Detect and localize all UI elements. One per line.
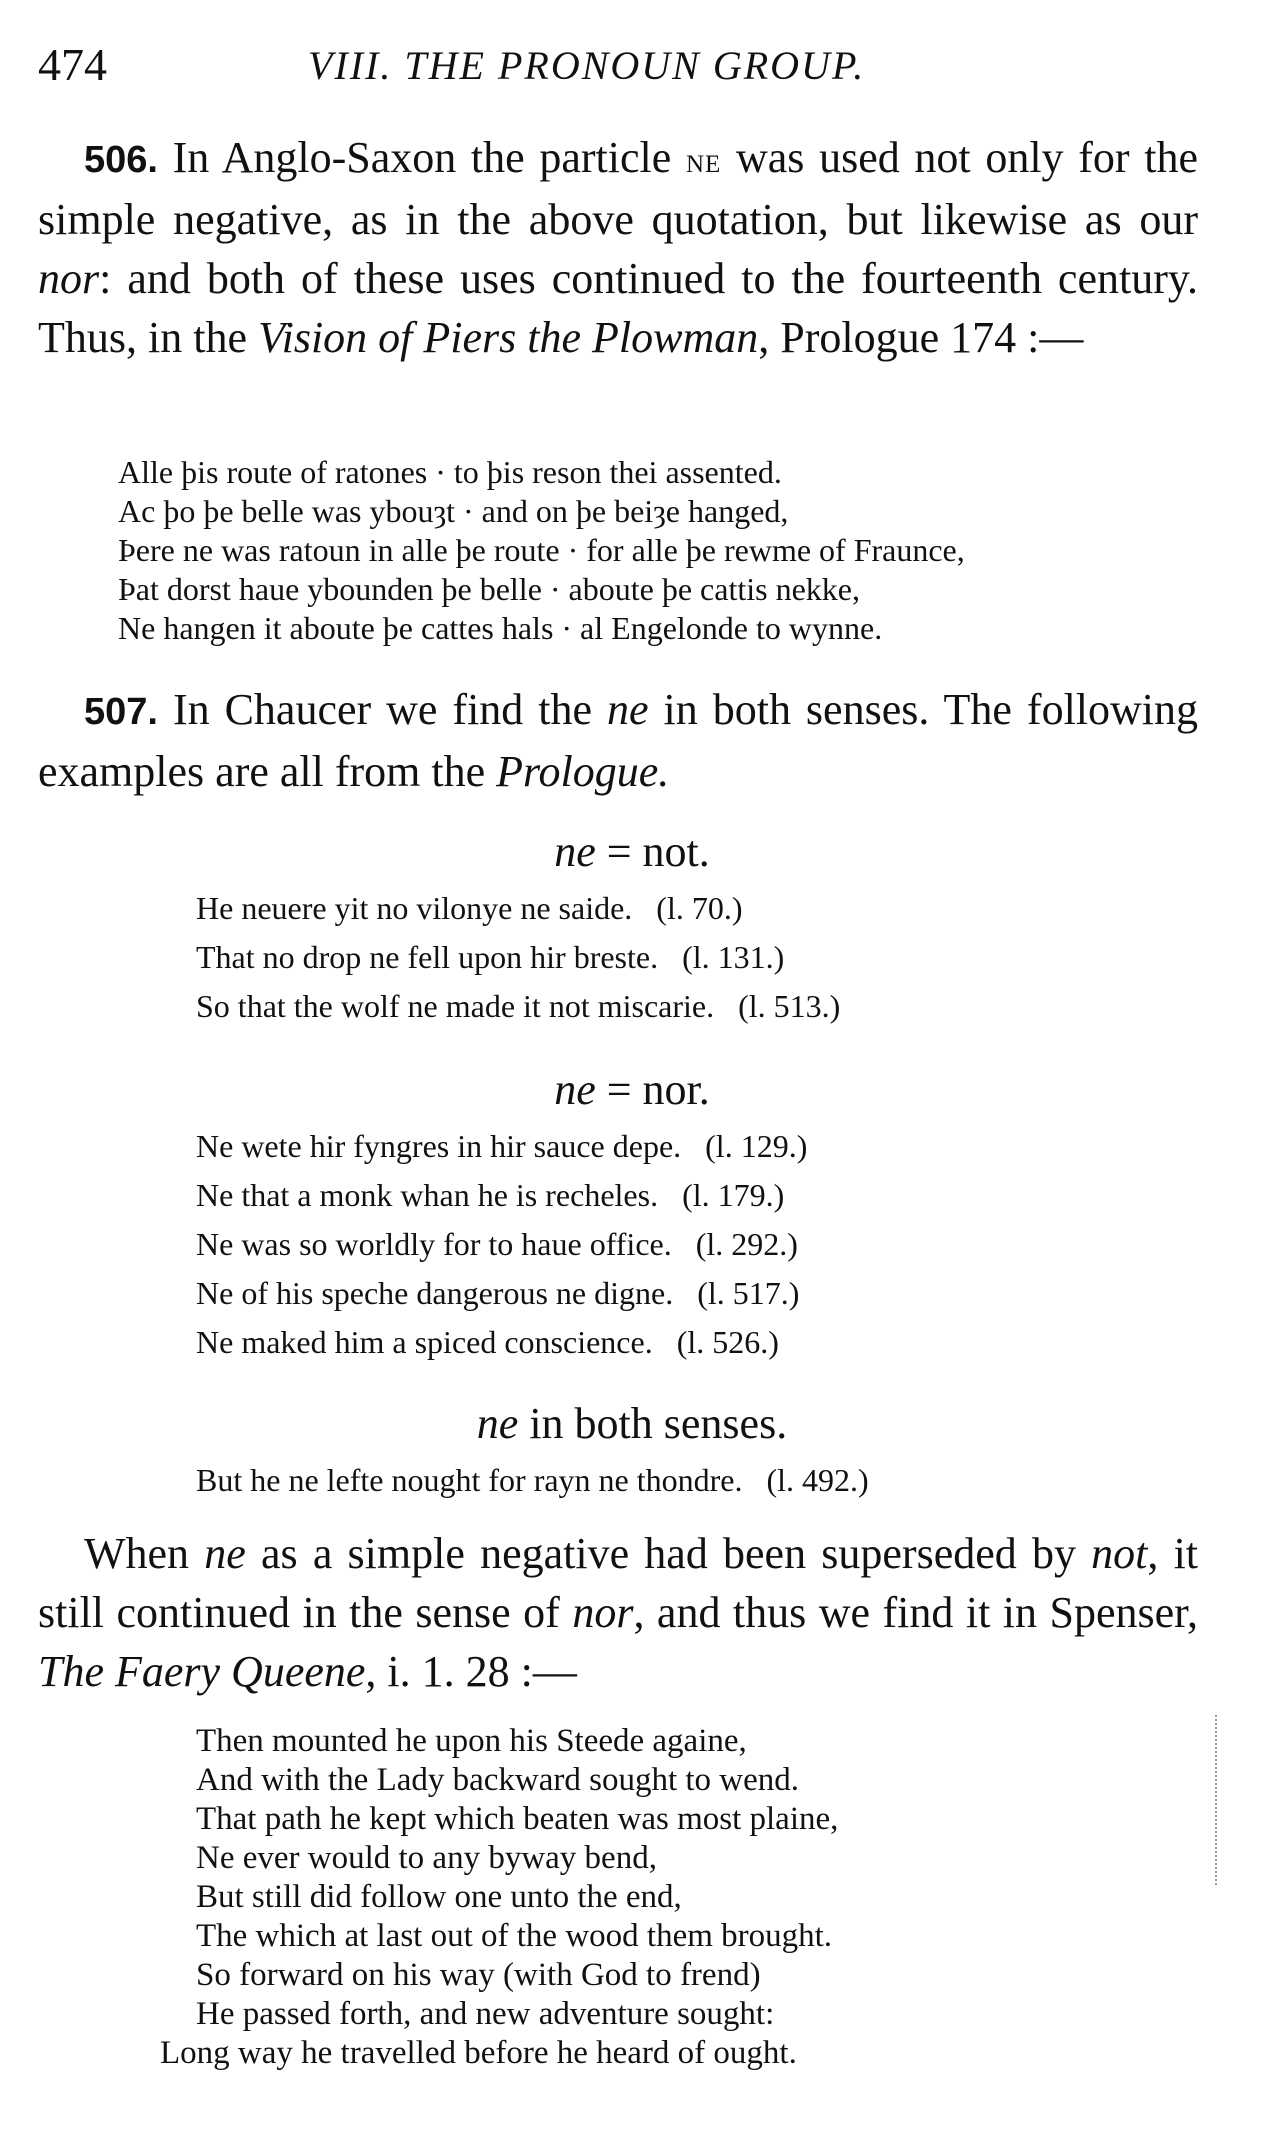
page-header (38, 38, 1198, 98)
piers-quotation (118, 453, 965, 648)
section-507 (38, 680, 1198, 801)
word-ne: ne (204, 1529, 246, 1578)
verse-line: Ne hangen it aboute þe cattes hals · al Engelonde to wynne. (118, 610, 883, 646)
example-line: Ne that a monk whan he is recheles. (l. 179.) (196, 1177, 785, 1213)
verse-line: He passed forth, and new adventure sought: (196, 1996, 775, 2032)
section-506-text: 506. In Anglo-Saxon the particle ne was used not only for the simple negative, as in the above quotation, but likewise as our nor: and both of these uses continued to the fourteenth century. Thus, in the Vision of Piers the Plowman, Prologue 174 :— (38, 133, 1198, 362)
word-ne: ne (607, 685, 649, 734)
particle-ne: ne (685, 140, 722, 180)
examples-ne-nor (196, 1122, 807, 1367)
verse-line: The which at last out of the wood them brought. (196, 1918, 833, 1954)
page-number: 474 (38, 39, 107, 90)
margin-marks (1215, 1715, 1219, 1885)
heading-ne-not: ne = not. (554, 827, 710, 876)
verse-line: Then mounted he upon his Steede againe, (196, 1723, 747, 1759)
verse-line: Þere ne was ratoun in alle þe route · for alle þe rewme of Fraunce, (118, 532, 965, 568)
example-line: That no drop ne fell upon hir breste. (l. 131.) (196, 939, 785, 975)
heading-ne-both: ne in both senses. (476, 1399, 788, 1448)
example-line: Ne wete hir fyngres in hir sauce depe. (l. 129.) (196, 1128, 808, 1164)
example-line: Ne was so worldly for to haue office. (l. 292.) (196, 1226, 798, 1262)
example-line: So that the wolf ne made it not miscarie. (l. 513.) (196, 988, 841, 1024)
examples-ne-both (196, 1456, 869, 1505)
spenser-quotation (160, 1722, 839, 2073)
section-506 (38, 128, 1198, 367)
spenser-paragraph-text: When ne as a simple negative had been superseded by not, it still continued in the sense of nor, and thus we find it in Spenser, The Faery Queene, i. 1. 28 :— (38, 1529, 1199, 1696)
verse-line: And with the Lady backward sought to wend. (196, 1762, 800, 1798)
verse-line: That path he kept which beaten was most plaine, (196, 1801, 839, 1837)
work-title: Prologue. (496, 747, 670, 796)
word-nor: nor (572, 1588, 634, 1637)
running-title: VIII. THE PRONOUN GROUP. (308, 43, 866, 88)
verse-line: Alle þis route of ratones · to þis reson thei assented. (118, 454, 782, 490)
example-line: But he ne lefte nought for rayn ne thondre. (l. 492.) (196, 1462, 869, 1498)
verse-line: But still did follow one unto the end, (196, 1879, 682, 1915)
section-507-text: 507. In Chaucer we find the ne in both senses. The following examples are all from the Prologue. (38, 685, 1199, 796)
verse-line: Ne ever would to any byway bend, (196, 1840, 657, 1876)
example-line: He neuere yit no vilonye ne saide. (l. 70.) (196, 890, 743, 926)
examples-ne-not (196, 884, 840, 1031)
word-not: not (1091, 1529, 1148, 1578)
work-title: Vision of Piers the Plowman (257, 313, 759, 362)
word-nor: nor (38, 254, 100, 303)
verse-line: So forward on his way (with God to frend) (196, 1957, 761, 1993)
work-title: The Faery Queene (38, 1647, 366, 1696)
example-line: Ne maked him a spiced conscience. (l. 526.) (196, 1324, 779, 1360)
spenser-paragraph (38, 1524, 1198, 1701)
verse-line: Ac þo þe belle was ybouȝt · and on þe beiȝe hanged, (118, 493, 789, 529)
heading-ne-nor: ne = nor. (554, 1065, 710, 1114)
section-number: 507. (84, 691, 158, 733)
verse-line: Long way he travelled before he heard of ought. (160, 2035, 797, 2071)
section-number: 506. (84, 139, 158, 181)
verse-line: Þat dorst haue ybounden þe belle · aboute þe cattis nekke, (118, 571, 860, 607)
example-line: Ne of his speche dangerous ne digne. (l. 517.) (196, 1275, 800, 1311)
